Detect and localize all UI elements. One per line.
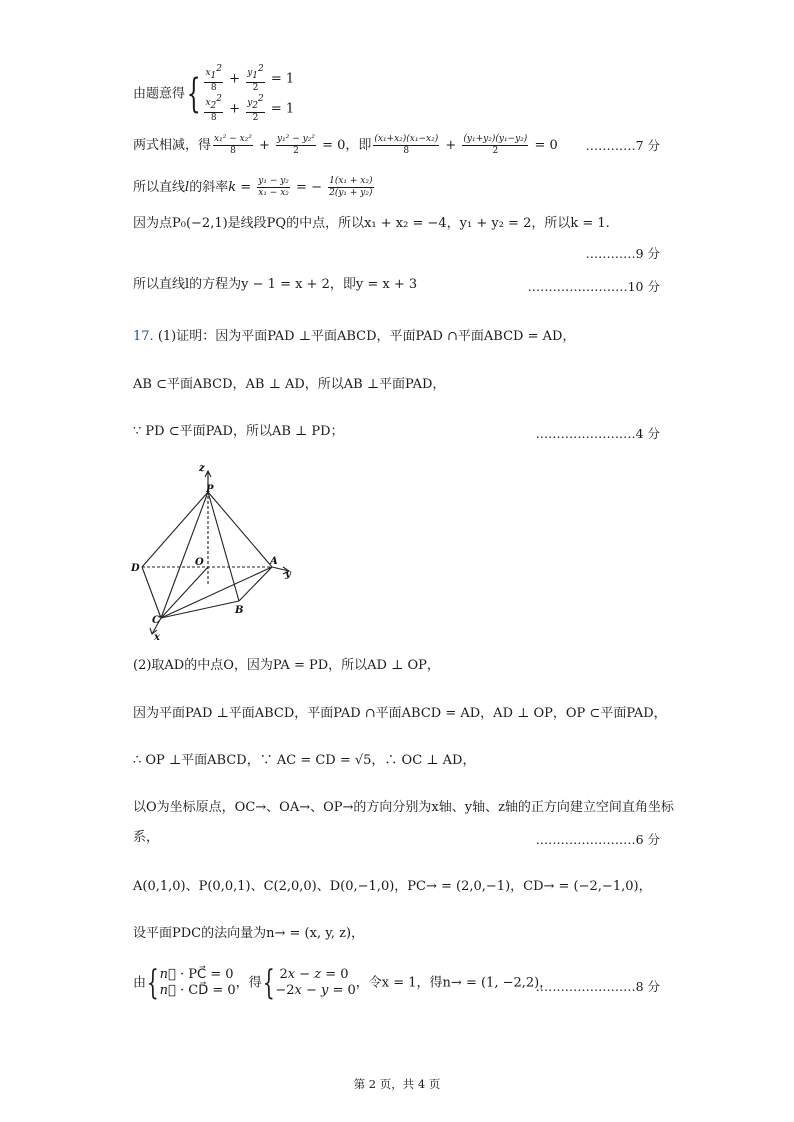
brace: {	[186, 70, 201, 117]
p2-line-7: 设平面PDC的法向量为n→ = (x, y, z)，	[133, 926, 365, 941]
linear-system: 2x − z = 0 −2x − y = 0	[275, 967, 356, 998]
label-b: B	[235, 605, 244, 616]
ellipse-system-line	[133, 64, 294, 124]
q17-line-1	[133, 328, 575, 346]
question-number: 17.	[133, 329, 154, 344]
p2-line-3: ∴ OP ⊥平面ABCD，∵ AC = CD = √5，∴ OC ⊥ AD，	[133, 753, 476, 768]
label-c: C	[152, 615, 160, 626]
pyramid-figure	[125, 462, 305, 644]
score-9: …………9 分	[585, 246, 660, 261]
p2-line-5: 系，	[133, 830, 160, 845]
score-7: …………7 分	[585, 138, 660, 153]
label-x: x	[154, 632, 160, 643]
dot-system: n⃗ · PC⃗ = 0 n⃗ · CD⃗ = 0	[159, 967, 236, 998]
edge-dc	[142, 567, 161, 618]
score-4: ……………………4 分	[535, 426, 660, 441]
subtract-line: 两式相减，得 $\frac{\text{x₁² − x₂²}}{8}$ + $\frac{\text{y₁² − y₂²}}{2}$ = 0，即 $\frac{\text{(x₁+x₂)(x₁−x₂)}}{8}$ + $\frac{\text{(y₁+y₂)(y₁−y₂)}}{2}$ = 0	[133, 134, 558, 156]
label-a: A	[270, 556, 278, 567]
edge-ba	[239, 567, 272, 601]
subtract-end: = 0	[534, 138, 558, 153]
edge-pd	[142, 492, 208, 567]
p2-line-6: A(0,1,0)、P(0,0,1)、C(2,0,0)、D(0,−1,0)，PC→ = (2,0,−1)，CD→ = (−2,−1,0)，	[133, 879, 652, 894]
score-10: ……………………10 分	[527, 279, 660, 294]
p2-line-2: 因为平面PAD ⊥平面ABCD，平面PAD ∩平面ABCD = AD，AD ⊥ OP，OP ⊂平面PAD，	[133, 706, 667, 721]
score-8: ……………………8 分	[535, 979, 660, 994]
page-footer: 第 2 页，共 4 页	[353, 1077, 441, 1091]
equation-line: 所以直线l的方程为y − 1 = x + 2，即y = x + 3	[133, 277, 418, 292]
subtract-mid: = 0，即	[322, 138, 372, 153]
slope-mid: 的斜率	[189, 180, 229, 195]
p2-8-prefix: 由	[133, 975, 147, 991]
p2-8-mid: ，得	[235, 975, 262, 991]
label-p: P	[206, 484, 214, 495]
edge-co	[161, 567, 208, 618]
score-6: ……………………6 分	[535, 832, 660, 847]
edge-pa	[208, 492, 272, 567]
equation-system: $\frac{x_1^2}{8}$ + $\frac{y_1^2}{2}$ = 1 $\frac{x_2^2}{8}$ + $\frac{y_2^2}{2}$ = 1	[205, 64, 295, 123]
q17-line-3: ∵ PD ⊂平面PAD，所以AB ⊥ PD；	[133, 424, 344, 439]
midpoint-line: 因为点P₀(−2,1)是线段PQ的中点，所以x₁ + x₂ = −4，y₁ + y₂ = 2，所以k = 1.	[133, 216, 610, 231]
intro-text: 由题意得	[133, 86, 186, 102]
p2-line-4: 以O为坐标原点，OC→、OA→、OP→的方向分别为x轴、y轴、z轴的正方向建立空间直角坐标	[133, 800, 674, 815]
label-y: y	[285, 569, 291, 580]
label-d: D	[131, 563, 140, 574]
p2-line-1: (2)取AD的中点O，因为PA = PD，所以AD ⊥ OP，	[133, 658, 440, 673]
brace-2: {	[262, 963, 275, 1003]
slope-line: 所以直线l的斜率k = $\frac{\text{y₁ − y₂}}{\text{x₁ − x₂}}$ = − $\frac{\text{1(x₁ + x₂)}}{\text{2(y₁ + y₂)}}$	[133, 176, 373, 198]
slope-text: 所以直线	[133, 180, 186, 195]
p2-line-8	[133, 963, 553, 1003]
brace-1: {	[146, 963, 159, 1003]
label-z: z	[199, 463, 205, 474]
edge-cb	[161, 601, 239, 618]
label-o: O	[195, 557, 204, 568]
q17-text-1: (1)证明：因为平面PAD ⊥平面ABCD，平面PAD ∩平面ABCD = AD，	[157, 329, 576, 344]
q17-line-2: AB ⊂平面ABCD，AB ⊥ AD，所以AB ⊥平面PAD，	[133, 377, 446, 392]
p2-8-end: ，令x = 1，得n→ = (1, −2,2)，	[355, 975, 553, 991]
subtract-text: 两式相减，得	[133, 138, 212, 153]
